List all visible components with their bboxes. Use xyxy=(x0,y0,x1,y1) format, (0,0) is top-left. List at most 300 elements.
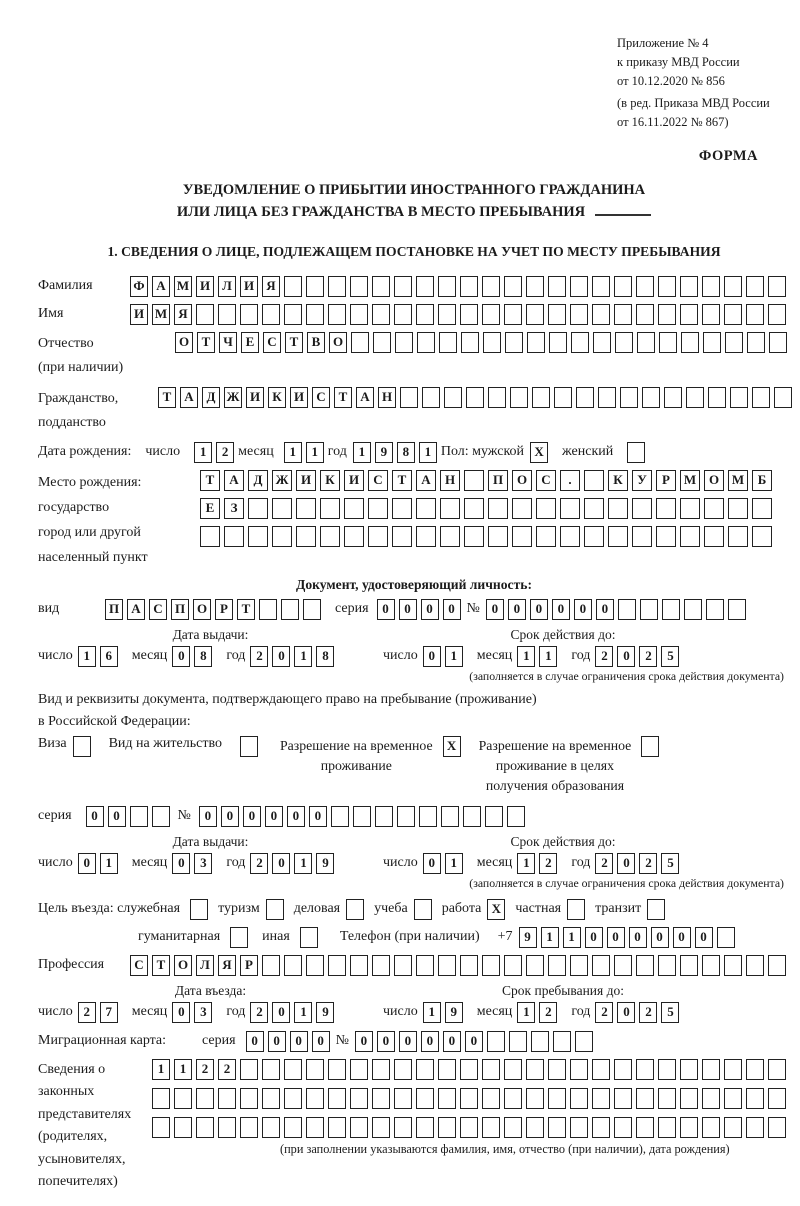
char-cell[interactable]: Н xyxy=(440,470,460,491)
char-cell[interactable] xyxy=(768,1059,786,1080)
char-cell[interactable]: М xyxy=(728,470,748,491)
char-cell[interactable] xyxy=(487,1031,505,1052)
char-cell[interactable]: 0 xyxy=(172,853,190,874)
char-cell[interactable]: С xyxy=(312,387,330,408)
char-cell[interactable] xyxy=(512,498,532,519)
char-cell[interactable] xyxy=(438,276,456,297)
char-cell[interactable] xyxy=(353,806,371,827)
char-cell[interactable] xyxy=(394,1117,412,1138)
char-cell[interactable]: И xyxy=(296,470,316,491)
char-cell[interactable] xyxy=(510,387,528,408)
profession-cells[interactable] xyxy=(130,955,790,976)
char-cell[interactable] xyxy=(466,387,484,408)
doc-expiry-year-cells[interactable] xyxy=(595,646,683,667)
char-cell[interactable]: 9 xyxy=(375,442,393,463)
char-cell[interactable]: 2 xyxy=(539,853,557,874)
char-cell[interactable]: А xyxy=(152,276,170,297)
char-cell[interactable] xyxy=(440,526,460,547)
char-cell[interactable]: 1 xyxy=(539,646,557,667)
char-cell[interactable] xyxy=(576,387,594,408)
char-cell[interactable] xyxy=(614,955,632,976)
char-cell[interactable]: И xyxy=(240,276,258,297)
char-cell[interactable] xyxy=(584,498,604,519)
char-cell[interactable] xyxy=(240,304,258,325)
char-cell[interactable] xyxy=(392,526,412,547)
char-cell[interactable] xyxy=(615,332,633,353)
char-cell[interactable] xyxy=(641,736,659,757)
char-cell[interactable]: У xyxy=(632,470,652,491)
char-cell[interactable]: 0 xyxy=(272,853,290,874)
char-cell[interactable] xyxy=(724,1088,742,1109)
char-cell[interactable] xyxy=(560,526,580,547)
char-cell[interactable] xyxy=(768,304,786,325)
char-cell[interactable] xyxy=(592,276,610,297)
char-cell[interactable]: Е xyxy=(241,332,259,353)
char-cell[interactable] xyxy=(190,899,208,920)
char-cell[interactable] xyxy=(703,332,721,353)
char-cell[interactable] xyxy=(296,526,316,547)
char-cell[interactable] xyxy=(414,899,432,920)
char-cell[interactable]: В xyxy=(307,332,325,353)
char-cell[interactable]: 8 xyxy=(194,646,212,667)
char-cell[interactable] xyxy=(598,387,616,408)
char-cell[interactable]: П xyxy=(488,470,508,491)
char-cell[interactable] xyxy=(548,276,566,297)
middle-name-cells[interactable] xyxy=(175,332,791,353)
char-cell[interactable]: Р xyxy=(215,599,233,620)
purpose-humanitarian-checkbox[interactable] xyxy=(230,927,252,948)
char-cell[interactable]: 1 xyxy=(294,853,312,874)
char-cell[interactable] xyxy=(394,276,412,297)
char-cell[interactable] xyxy=(658,1088,676,1109)
char-cell[interactable] xyxy=(507,806,525,827)
char-cell[interactable]: 0 xyxy=(443,1031,461,1052)
char-cell[interactable] xyxy=(526,1059,544,1080)
char-cell[interactable] xyxy=(350,304,368,325)
char-cell[interactable] xyxy=(351,332,369,353)
char-cell[interactable] xyxy=(548,955,566,976)
char-cell[interactable] xyxy=(504,304,522,325)
char-cell[interactable]: X xyxy=(443,736,461,757)
char-cell[interactable] xyxy=(439,332,457,353)
char-cell[interactable] xyxy=(570,276,588,297)
permit-expiry-month-cells[interactable] xyxy=(517,853,561,874)
purpose-other-checkbox[interactable] xyxy=(300,927,322,948)
char-cell[interactable] xyxy=(637,332,655,353)
mig-number-cells[interactable] xyxy=(355,1031,597,1052)
doc-expiry-day-cells[interactable] xyxy=(423,646,467,667)
birth-day-cells[interactable] xyxy=(194,442,238,463)
char-cell[interactable]: 2 xyxy=(78,1002,96,1023)
char-cell[interactable]: 2 xyxy=(250,1002,268,1023)
phone-cells[interactable] xyxy=(519,927,739,948)
doc-number-cells[interactable] xyxy=(486,599,750,620)
char-cell[interactable] xyxy=(570,304,588,325)
permit-issue-day-cells[interactable] xyxy=(78,853,122,874)
char-cell[interactable] xyxy=(593,332,611,353)
char-cell[interactable] xyxy=(636,955,654,976)
char-cell[interactable]: 0 xyxy=(423,853,441,874)
permit-number-cells[interactable] xyxy=(199,806,529,827)
temp-permit-checkbox[interactable] xyxy=(443,736,465,757)
char-cell[interactable]: 2 xyxy=(639,646,657,667)
stay-month-cells[interactable] xyxy=(517,1002,561,1023)
char-cell[interactable] xyxy=(416,1117,434,1138)
char-cell[interactable]: 1 xyxy=(284,442,302,463)
char-cell[interactable] xyxy=(368,498,388,519)
char-cell[interactable]: А xyxy=(416,470,436,491)
char-cell[interactable] xyxy=(702,276,720,297)
char-cell[interactable] xyxy=(218,1088,236,1109)
permit-issue-month-cells[interactable] xyxy=(172,853,216,874)
char-cell[interactable] xyxy=(684,599,702,620)
char-cell[interactable] xyxy=(746,1117,764,1138)
char-cell[interactable]: 0 xyxy=(465,1031,483,1052)
char-cell[interactable]: 0 xyxy=(443,599,461,620)
char-cell[interactable] xyxy=(248,498,268,519)
char-cell[interactable] xyxy=(570,955,588,976)
char-cell[interactable] xyxy=(730,387,748,408)
char-cell[interactable]: X xyxy=(487,899,505,920)
char-cell[interactable] xyxy=(636,1088,654,1109)
char-cell[interactable] xyxy=(460,955,478,976)
char-cell[interactable] xyxy=(328,1059,346,1080)
char-cell[interactable] xyxy=(460,1059,478,1080)
char-cell[interactable] xyxy=(240,736,258,757)
char-cell[interactable] xyxy=(608,526,628,547)
char-cell[interactable]: 2 xyxy=(250,853,268,874)
char-cell[interactable]: 9 xyxy=(316,1002,334,1023)
char-cell[interactable] xyxy=(658,1059,676,1080)
char-cell[interactable] xyxy=(416,955,434,976)
birth-month-cells[interactable] xyxy=(284,442,328,463)
char-cell[interactable] xyxy=(284,1059,302,1080)
char-cell[interactable] xyxy=(416,526,436,547)
char-cell[interactable]: 0 xyxy=(287,806,305,827)
char-cell[interactable] xyxy=(460,1088,478,1109)
char-cell[interactable] xyxy=(680,955,698,976)
char-cell[interactable] xyxy=(328,1088,346,1109)
char-cell[interactable] xyxy=(636,304,654,325)
purpose-transit-checkbox[interactable] xyxy=(647,899,669,920)
char-cell[interactable]: И xyxy=(344,470,364,491)
char-cell[interactable]: 0 xyxy=(268,1031,286,1052)
char-cell[interactable] xyxy=(717,927,735,948)
char-cell[interactable] xyxy=(554,387,572,408)
char-cell[interactable]: 1 xyxy=(423,1002,441,1023)
char-cell[interactable]: 1 xyxy=(445,853,463,874)
purpose-study-checkbox[interactable] xyxy=(414,899,436,920)
char-cell[interactable] xyxy=(152,806,170,827)
char-cell[interactable] xyxy=(394,955,412,976)
char-cell[interactable] xyxy=(438,1088,456,1109)
char-cell[interactable] xyxy=(768,1117,786,1138)
char-cell[interactable] xyxy=(328,955,346,976)
char-cell[interactable] xyxy=(664,387,682,408)
char-cell[interactable]: 0 xyxy=(607,927,625,948)
char-cell[interactable] xyxy=(392,498,412,519)
char-cell[interactable]: К xyxy=(320,470,340,491)
char-cell[interactable] xyxy=(702,955,720,976)
char-cell[interactable] xyxy=(728,599,746,620)
char-cell[interactable] xyxy=(266,899,284,920)
permit-expiry-year-cells[interactable] xyxy=(595,853,683,874)
char-cell[interactable] xyxy=(560,498,580,519)
char-cell[interactable]: 0 xyxy=(199,806,217,827)
char-cell[interactable] xyxy=(704,498,724,519)
char-cell[interactable]: 1 xyxy=(563,927,581,948)
char-cell[interactable]: 1 xyxy=(306,442,324,463)
char-cell[interactable] xyxy=(373,332,391,353)
char-cell[interactable] xyxy=(647,899,665,920)
char-cell[interactable]: 2 xyxy=(639,1002,657,1023)
char-cell[interactable] xyxy=(372,304,390,325)
char-cell[interactable]: 0 xyxy=(423,646,441,667)
birth-place-cells-1[interactable] xyxy=(200,470,776,491)
char-cell[interactable] xyxy=(196,1088,214,1109)
char-cell[interactable]: М xyxy=(680,470,700,491)
char-cell[interactable] xyxy=(196,304,214,325)
char-cell[interactable]: Ч xyxy=(219,332,237,353)
permit-issue-year-cells[interactable] xyxy=(250,853,338,874)
char-cell[interactable]: Е xyxy=(200,498,220,519)
char-cell[interactable] xyxy=(702,1088,720,1109)
char-cell[interactable]: С xyxy=(149,599,167,620)
char-cell[interactable]: 1 xyxy=(194,442,212,463)
char-cell[interactable] xyxy=(627,442,645,463)
char-cell[interactable] xyxy=(262,304,280,325)
char-cell[interactable] xyxy=(656,526,676,547)
char-cell[interactable] xyxy=(640,599,658,620)
char-cell[interactable] xyxy=(659,332,677,353)
purpose-official-checkbox[interactable] xyxy=(190,899,212,920)
char-cell[interactable] xyxy=(548,1088,566,1109)
char-cell[interactable]: Т xyxy=(392,470,412,491)
char-cell[interactable] xyxy=(618,599,636,620)
purpose-private-checkbox[interactable] xyxy=(567,899,589,920)
char-cell[interactable]: Ж xyxy=(224,387,242,408)
char-cell[interactable]: 0 xyxy=(617,646,635,667)
char-cell[interactable]: Т xyxy=(285,332,303,353)
char-cell[interactable] xyxy=(658,276,676,297)
char-cell[interactable] xyxy=(440,498,460,519)
char-cell[interactable]: А xyxy=(180,387,198,408)
char-cell[interactable] xyxy=(464,470,484,491)
char-cell[interactable]: 1 xyxy=(100,853,118,874)
char-cell[interactable]: 5 xyxy=(661,646,679,667)
char-cell[interactable] xyxy=(463,806,481,827)
char-cell[interactable] xyxy=(328,276,346,297)
char-cell[interactable] xyxy=(504,1059,522,1080)
birth-year-cells[interactable] xyxy=(353,442,441,463)
char-cell[interactable] xyxy=(632,498,652,519)
char-cell[interactable] xyxy=(174,1088,192,1109)
char-cell[interactable] xyxy=(536,498,556,519)
char-cell[interactable]: 0 xyxy=(78,853,96,874)
purpose-business-checkbox[interactable] xyxy=(346,899,368,920)
char-cell[interactable]: 0 xyxy=(399,1031,417,1052)
char-cell[interactable]: О xyxy=(329,332,347,353)
char-cell[interactable]: Т xyxy=(200,470,220,491)
char-cell[interactable]: . xyxy=(560,470,580,491)
char-cell[interactable] xyxy=(526,1117,544,1138)
char-cell[interactable]: 1 xyxy=(78,646,96,667)
purpose-tourism-checkbox[interactable] xyxy=(266,899,288,920)
char-cell[interactable]: Т xyxy=(334,387,352,408)
char-cell[interactable]: 2 xyxy=(595,1002,613,1023)
char-cell[interactable]: Т xyxy=(158,387,176,408)
char-cell[interactable] xyxy=(240,1117,258,1138)
char-cell[interactable] xyxy=(262,955,280,976)
char-cell[interactable] xyxy=(746,304,764,325)
char-cell[interactable] xyxy=(417,332,435,353)
char-cell[interactable] xyxy=(592,955,610,976)
char-cell[interactable]: Я xyxy=(262,276,280,297)
char-cell[interactable]: П xyxy=(105,599,123,620)
char-cell[interactable]: Я xyxy=(174,304,192,325)
char-cell[interactable] xyxy=(483,332,501,353)
char-cell[interactable] xyxy=(346,899,364,920)
char-cell[interactable] xyxy=(230,927,248,948)
char-cell[interactable]: К xyxy=(608,470,628,491)
char-cell[interactable]: 2 xyxy=(595,853,613,874)
char-cell[interactable] xyxy=(512,526,532,547)
char-cell[interactable]: О xyxy=(175,332,193,353)
char-cell[interactable] xyxy=(464,498,484,519)
residence-permit-checkbox[interactable] xyxy=(240,736,262,757)
char-cell[interactable] xyxy=(774,387,792,408)
char-cell[interactable] xyxy=(658,304,676,325)
char-cell[interactable] xyxy=(704,526,724,547)
char-cell[interactable] xyxy=(536,526,556,547)
char-cell[interactable]: 0 xyxy=(530,599,548,620)
char-cell[interactable]: Д xyxy=(248,470,268,491)
char-cell[interactable] xyxy=(752,526,772,547)
char-cell[interactable] xyxy=(505,332,523,353)
char-cell[interactable] xyxy=(372,1088,390,1109)
char-cell[interactable] xyxy=(584,470,604,491)
char-cell[interactable]: 0 xyxy=(617,1002,635,1023)
char-cell[interactable]: 1 xyxy=(517,1002,535,1023)
char-cell[interactable] xyxy=(482,304,500,325)
char-cell[interactable] xyxy=(174,1117,192,1138)
char-cell[interactable] xyxy=(73,736,91,757)
char-cell[interactable]: 0 xyxy=(272,646,290,667)
char-cell[interactable] xyxy=(614,276,632,297)
char-cell[interactable]: Ф xyxy=(130,276,148,297)
char-cell[interactable] xyxy=(482,1117,500,1138)
birth-place-cells-3[interactable] xyxy=(200,526,776,547)
char-cell[interactable] xyxy=(680,1088,698,1109)
char-cell[interactable]: О xyxy=(704,470,724,491)
char-cell[interactable] xyxy=(642,387,660,408)
char-cell[interactable]: 0 xyxy=(508,599,526,620)
char-cell[interactable] xyxy=(614,1088,632,1109)
char-cell[interactable] xyxy=(680,1117,698,1138)
char-cell[interactable]: 0 xyxy=(172,1002,190,1023)
char-cell[interactable] xyxy=(724,1117,742,1138)
char-cell[interactable] xyxy=(769,332,787,353)
mig-series-cells[interactable] xyxy=(246,1031,334,1052)
char-cell[interactable]: И xyxy=(290,387,308,408)
char-cell[interactable]: 0 xyxy=(312,1031,330,1052)
char-cell[interactable] xyxy=(416,1059,434,1080)
char-cell[interactable] xyxy=(460,304,478,325)
permit-series-cells[interactable] xyxy=(86,806,174,827)
char-cell[interactable] xyxy=(368,526,388,547)
char-cell[interactable] xyxy=(620,387,638,408)
char-cell[interactable]: 1 xyxy=(353,442,371,463)
char-cell[interactable] xyxy=(553,1031,571,1052)
char-cell[interactable] xyxy=(636,1059,654,1080)
char-cell[interactable] xyxy=(196,1117,214,1138)
char-cell[interactable]: 1 xyxy=(174,1059,192,1080)
last-name-cells[interactable] xyxy=(130,276,790,297)
char-cell[interactable]: 5 xyxy=(661,1002,679,1023)
char-cell[interactable] xyxy=(708,387,726,408)
char-cell[interactable]: М xyxy=(174,276,192,297)
permit-expiry-day-cells[interactable] xyxy=(423,853,467,874)
char-cell[interactable] xyxy=(482,955,500,976)
char-cell[interactable] xyxy=(350,276,368,297)
char-cell[interactable]: С xyxy=(130,955,148,976)
char-cell[interactable]: Д xyxy=(202,387,220,408)
char-cell[interactable] xyxy=(488,498,508,519)
char-cell[interactable]: О xyxy=(174,955,192,976)
char-cell[interactable]: С xyxy=(263,332,281,353)
char-cell[interactable] xyxy=(681,332,699,353)
char-cell[interactable] xyxy=(438,1117,456,1138)
char-cell[interactable] xyxy=(372,276,390,297)
char-cell[interactable]: 1 xyxy=(517,853,535,874)
char-cell[interactable]: 0 xyxy=(86,806,104,827)
char-cell[interactable] xyxy=(724,1059,742,1080)
char-cell[interactable] xyxy=(614,1059,632,1080)
doc-issue-day-cells[interactable] xyxy=(78,646,122,667)
char-cell[interactable] xyxy=(284,304,302,325)
char-cell[interactable] xyxy=(531,1031,549,1052)
char-cell[interactable] xyxy=(526,1088,544,1109)
char-cell[interactable]: 0 xyxy=(486,599,504,620)
char-cell[interactable] xyxy=(592,1059,610,1080)
char-cell[interactable] xyxy=(218,304,236,325)
char-cell[interactable] xyxy=(372,955,390,976)
char-cell[interactable] xyxy=(504,1117,522,1138)
char-cell[interactable] xyxy=(570,1117,588,1138)
char-cell[interactable] xyxy=(768,276,786,297)
char-cell[interactable]: 0 xyxy=(629,927,647,948)
char-cell[interactable]: К xyxy=(268,387,286,408)
char-cell[interactable] xyxy=(460,1117,478,1138)
char-cell[interactable] xyxy=(272,498,292,519)
char-cell[interactable]: 9 xyxy=(316,853,334,874)
char-cell[interactable]: 0 xyxy=(290,1031,308,1052)
char-cell[interactable]: 1 xyxy=(152,1059,170,1080)
char-cell[interactable]: 8 xyxy=(316,646,334,667)
char-cell[interactable] xyxy=(344,526,364,547)
char-cell[interactable]: 0 xyxy=(377,599,395,620)
doc-issue-year-cells[interactable] xyxy=(250,646,338,667)
char-cell[interactable] xyxy=(320,526,340,547)
char-cell[interactable] xyxy=(725,332,743,353)
char-cell[interactable] xyxy=(724,955,742,976)
char-cell[interactable] xyxy=(397,806,415,827)
char-cell[interactable] xyxy=(526,276,544,297)
char-cell[interactable] xyxy=(259,599,277,620)
char-cell[interactable] xyxy=(419,806,437,827)
char-cell[interactable]: 0 xyxy=(399,599,417,620)
char-cell[interactable] xyxy=(416,276,434,297)
